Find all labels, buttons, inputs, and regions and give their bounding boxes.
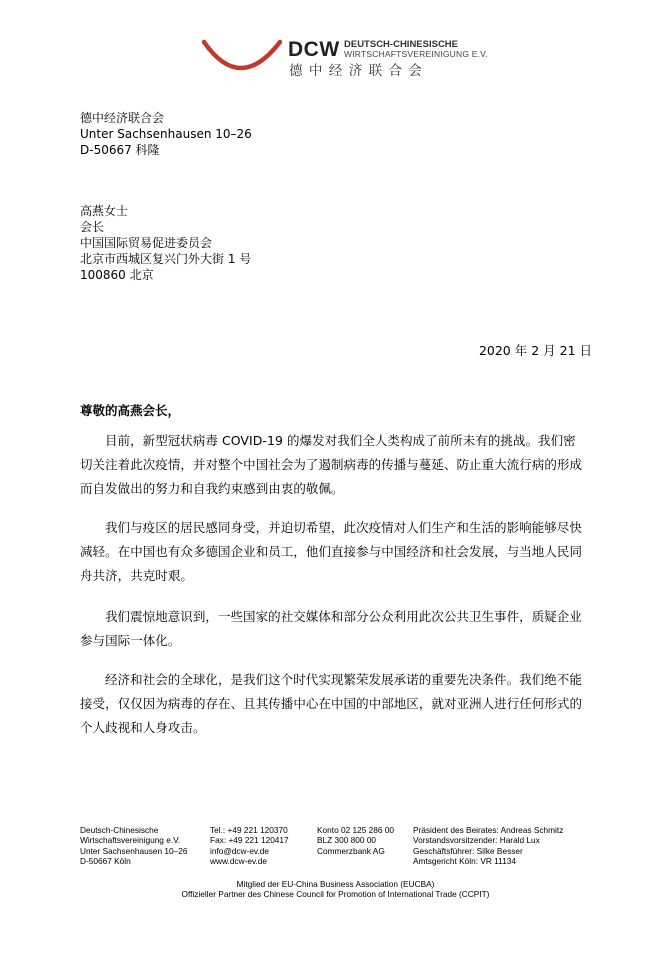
sender-line: Unter Sachsenhausen 10–26 (80, 127, 252, 141)
body-paragraph: 我们震惊地意识到，一些国家的社交媒体和部分公众利用此次公共卫生事件，质疑企业参与国际一体化。 (80, 609, 582, 648)
dcw-logo (200, 36, 488, 86)
body-paragraph: 经济和社会的全球化，是我们这个时代实现繁荣发展承诺的重要先决条件。我们绝不能接受，仅仅因为病毒的存在、且其传播中心在中国的中部地区，就对亚洲人进行任何形式的个人歧视和人身攻击。 (80, 672, 583, 735)
logo-abbr: DCW (288, 38, 340, 61)
body-paragraph: 目前，新型冠状病毒 COVID-19 的爆发对我们全人类构成了前所未有的挑战。我们密切关注着此次疫情，并对整个中国社会为了遏制病毒的传播与蔓延、防止重大流行病的形成而自发做出的努力和自我约束感到由衷的敬佩。 (80, 433, 583, 496)
footnote-line: Mitglied der EU-China Business Association (EUCBA) (236, 879, 435, 889)
footer-line: Deutsch-Chinesische (80, 825, 159, 835)
logo-line-2: WIRTSCHAFTSVEREINIGUNG E.V. (344, 49, 488, 59)
footer-bank (317, 825, 394, 856)
recipient-line: 会长 (80, 220, 105, 234)
logo-line-1: DEUTSCH-CHINESISCHE (344, 39, 459, 50)
footer-website[interactable]: www.dcw-ev.de (210, 855, 268, 866)
footer-line: Präsident des Beirates: Andreas Schmitz (413, 825, 564, 835)
logo-chinese: 德中经济联合会 (289, 63, 429, 79)
footer-org (80, 825, 187, 866)
footer-line: BLZ 300 800 00 (317, 835, 377, 846)
footer-line: Amtsgericht Köln: VR 11134 (413, 855, 516, 866)
footer-line: Wirtschaftsvereinigung e.V. (80, 835, 181, 846)
recipient-line: 高燕女士 (80, 204, 129, 218)
footer-line: Vorstandsvorsitzender: Harald Lux (413, 835, 540, 846)
footer-line: Tel.: +49 221 120370 (210, 825, 288, 835)
footnote-line: Offizieller Partner des Chinese Council for Promotion of International Trade (CCPIT) (181, 889, 490, 900)
body-paragraph: 我们与疫区的居民感同身受，并迫切希望，此次疫情对人们生产和生活的影响能够尽快减轻。在中国也有众多德国企业和员工，他们直接参与中国经济和社会发展，与当地人民同舟共济，共克时艰。 (80, 520, 583, 583)
footer-line: Konto 02 125 286 00 (317, 825, 395, 835)
footer-line: Geschäftsführer: Silke Besser (413, 845, 523, 856)
footer-line: D-50667 Köln (80, 855, 131, 866)
sender-line: D-50667 科隆 (80, 143, 160, 157)
sender-line: 德中经济联合会 (80, 111, 165, 125)
footer-line: Unter Sachsenhausen 10–26 (80, 845, 188, 856)
recipient-line: 北京市西城区复兴门外大街 1 号 (80, 252, 252, 266)
footer-line: Commerzbank AG (317, 845, 385, 856)
recipient-address (80, 203, 251, 283)
sender-address (80, 110, 252, 158)
membership-note (0, 879, 671, 900)
recipient-line: 100860 北京 (80, 268, 154, 282)
recipient-line: 中国国际贸易促进委员会 (80, 236, 213, 250)
salutation: 尊敬的高燕会长， (80, 403, 181, 418)
footer-board (413, 825, 563, 866)
footer-line: Fax: +49 221 120417 (210, 835, 289, 846)
footer-email[interactable]: info@dcw-ev.de (210, 845, 269, 856)
footer-contact (210, 825, 289, 866)
letter-date: 2020 年 2 月 21 日 (478, 343, 592, 358)
logo-arc-icon (200, 36, 290, 76)
